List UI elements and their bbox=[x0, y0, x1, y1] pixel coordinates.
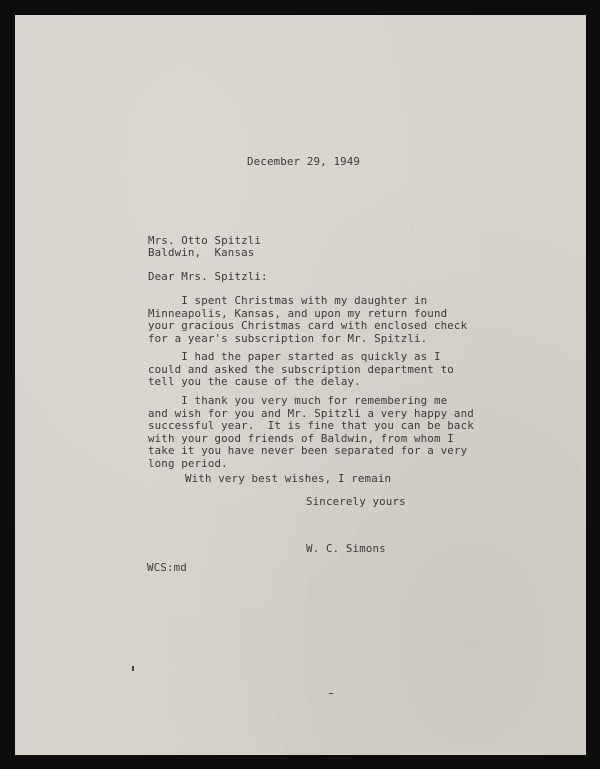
reference-initials: WCS:md bbox=[147, 561, 187, 574]
stray-mark bbox=[329, 693, 333, 694]
body-line: long period. bbox=[148, 456, 228, 470]
body-paragraph-2 bbox=[148, 351, 454, 389]
signer-name: W. C. Simons bbox=[306, 542, 386, 555]
recipient-name: Mrs. Otto Spitzli bbox=[148, 234, 262, 247]
body-line: take it you have never been separated for a very bbox=[148, 444, 468, 458]
letter-date: December 29, 1949 bbox=[247, 155, 361, 168]
body-line: I thank you very much for remembering me bbox=[148, 394, 448, 407]
body-line: Minneapolis, Kansas, and upon my return found bbox=[148, 306, 448, 320]
stray-mark bbox=[132, 666, 134, 671]
body-line: tell you the cause of the delay. bbox=[148, 375, 361, 389]
complimentary-close: Sincerely yours bbox=[306, 495, 406, 508]
body-line: for a year's subscription for Mr. Spitzli. bbox=[148, 331, 428, 345]
body-paragraph-3 bbox=[148, 395, 474, 471]
body-line: successful year. It is fine that you can be back bbox=[148, 419, 474, 433]
letter-page bbox=[15, 15, 586, 755]
body-line: I spent Christmas with my daughter in bbox=[148, 294, 428, 307]
salutation: Dear Mrs. Spitzli: bbox=[148, 270, 268, 283]
body-paragraph-1 bbox=[148, 295, 467, 345]
body-line: I had the paper started as quickly as I bbox=[148, 350, 441, 363]
body-line: your gracious Christmas card with enclosed check bbox=[148, 319, 468, 333]
body-line: and wish for you and Mr. Spitzli a very happy and bbox=[148, 406, 474, 420]
body-line: could and asked the subscription department to bbox=[148, 362, 454, 376]
body-line: with your good friends of Baldwin, from whom I bbox=[148, 431, 454, 445]
recipient-city: Baldwin, Kansas bbox=[148, 246, 255, 259]
closing-line: With very best wishes, I remain bbox=[185, 472, 392, 485]
